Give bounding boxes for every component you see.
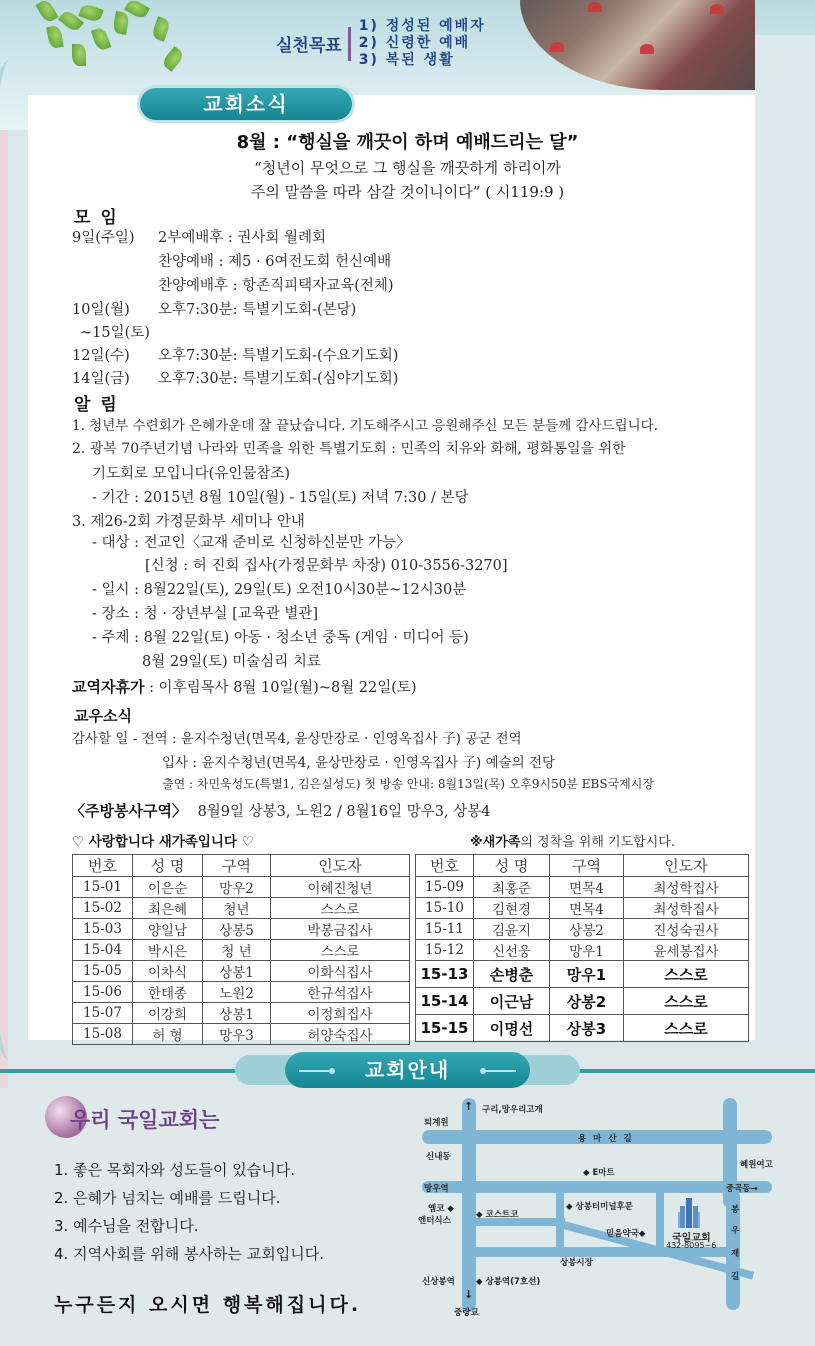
notice-line: - 장소 : 청 · 장년부실 [교육관 별관] xyxy=(92,606,319,622)
map-label: 신내동 xyxy=(426,1152,451,1162)
intro-item: 4. 지역사회를 위해 봉사하는 교회입니다. xyxy=(54,1245,324,1263)
cell: 15-10 xyxy=(416,898,474,919)
newcomers-note-bold: ※새가족 xyxy=(470,835,521,850)
cell: 15-04 xyxy=(73,940,133,961)
tab-line-left xyxy=(299,1070,331,1072)
notice-line: - 기간 : 2015년 8월 10일(월) - 15일(토) 저녁 7:30 / 본당 xyxy=(92,490,469,506)
cell: 15-03 xyxy=(73,919,133,940)
col-number: 번호 xyxy=(73,855,133,877)
cell: 15-11 xyxy=(416,919,474,940)
newcomers-title: ♡ 사랑합니다 새가족입니다 ♡ xyxy=(72,834,254,850)
cell: 이차식 xyxy=(133,961,203,982)
map-label: 재 xyxy=(731,1249,740,1259)
col-number: 번호 xyxy=(416,855,474,877)
cell: 15-12 xyxy=(416,940,474,961)
cell: 양일남 xyxy=(133,919,203,940)
kitchen-duty-row xyxy=(70,800,490,821)
cell: 이정희집사 xyxy=(271,1003,410,1024)
practice-goals xyxy=(276,18,486,69)
meeting-date: 10일(월) xyxy=(72,302,130,318)
cell: 손병춘 xyxy=(474,961,550,988)
cell: 스스로 xyxy=(271,940,410,961)
map-label: 길 xyxy=(731,1272,740,1282)
meeting-date: 14일(금) xyxy=(72,371,130,387)
member-news-line: 감사할 일 - 전역 : 윤지수청년(면목4, 윤상만장로 · 인영옥집사 子) 공군 전역 xyxy=(72,731,522,747)
map-label: ◆ 상봉역(7호선) xyxy=(476,1277,541,1287)
tab-line-right xyxy=(484,1070,516,1072)
cell: 상봉1 xyxy=(203,1003,271,1024)
meeting-date: 9일(주일) xyxy=(72,230,135,246)
notice-line: [신청 : 허 진회 집사(가정문화부 차장) 010-3556-3270] xyxy=(145,558,508,574)
intro-item: 3. 예수님을 전합니다. xyxy=(54,1217,199,1235)
newcomers-table-right xyxy=(415,854,749,1042)
cell: 박봉금집사 xyxy=(271,919,410,940)
cell: 15-09 xyxy=(416,877,474,898)
cell: 청년 xyxy=(203,898,271,919)
map-label: ◆ 코스트코 xyxy=(476,1210,519,1220)
cell: 김현경 xyxy=(474,898,550,919)
newcomers-note xyxy=(470,831,675,850)
cell: 진성숙권사 xyxy=(624,919,749,940)
member-news-line: 출연 : 차민욱성도(특별1, 김은실성도) 첫 방송 안내: 8월13일(목) 오후9시50분 EBS국제시장 xyxy=(162,777,654,791)
cell: 청 년 xyxy=(203,940,271,961)
church-intro-title: 우리 국일교회는 xyxy=(70,1108,220,1132)
map-label: 용 마 산 길 xyxy=(578,1134,634,1144)
church-intro-list xyxy=(54,1156,324,1268)
church-guide-label: 교회안내 xyxy=(364,1058,451,1082)
cell: 노원2 xyxy=(203,982,271,1003)
cell: 망우1 xyxy=(550,961,624,988)
intro-item: 2. 은혜가 넘치는 예배를 드립니다. xyxy=(54,1189,281,1207)
bible-verse xyxy=(0,156,815,204)
cell: 15-01 xyxy=(73,877,133,898)
choir-photo xyxy=(520,0,755,90)
cell: 이강희 xyxy=(133,1003,203,1024)
cell: 스스로 xyxy=(624,988,749,1015)
goals-title: 실천목표 xyxy=(276,36,342,56)
col-district: 구역 xyxy=(550,855,624,877)
member-news-line: 입사 : 윤지수청년(면목4, 윤상만장로 · 인영옥집사 子) 예술의 전당 xyxy=(162,755,556,771)
map-label: 망우역 xyxy=(424,1184,449,1194)
road-inner-2 xyxy=(656,1188,664,1248)
cell: 이혜진청년 xyxy=(271,877,410,898)
monthly-theme: 8월 : “행실을 깨끗이 하며 예배드리는 달” xyxy=(236,132,579,153)
table-row xyxy=(416,877,749,898)
map-label: 중랑교 xyxy=(454,1308,479,1318)
table-row xyxy=(416,961,749,988)
location-map xyxy=(410,1090,790,1336)
notice-line: 3. 제26-2회 가정문화부 세미나 안내 xyxy=(72,514,305,530)
meeting-date: ~15일(토) xyxy=(80,325,150,341)
kitchen-duty-label: 〈주방봉사구역〉 xyxy=(70,802,187,820)
cell: 박시은 xyxy=(133,940,203,961)
cell: 망우1 xyxy=(550,940,624,961)
table-row xyxy=(73,919,410,940)
col-district: 구역 xyxy=(203,855,271,877)
church-building-icon xyxy=(678,1198,700,1228)
table-row xyxy=(416,988,749,1015)
notice-line: 기도회로 모입니다(유인물참조) xyxy=(92,466,291,482)
newcomers-note-text: 의 정착을 위해 기도합시다. xyxy=(520,835,675,850)
map-church-phone: 432-8095~6 xyxy=(666,1241,717,1250)
cell: 이명선 xyxy=(474,1015,550,1042)
cell: 윤세봉집사 xyxy=(624,940,749,961)
cell: 15-15 xyxy=(416,1015,474,1042)
cell: 최은혜 xyxy=(133,898,203,919)
map-church-name: 국일교회 xyxy=(672,1233,711,1244)
notices-title: 알 림 xyxy=(74,395,119,415)
map-label: 엔터식스 xyxy=(418,1216,451,1226)
cell: 15-02 xyxy=(73,898,133,919)
cell: 15-08 xyxy=(73,1024,133,1045)
cell: 상봉1 xyxy=(203,961,271,982)
member-news-title: 교우소식 xyxy=(74,707,132,725)
map-label: 중곡동→ xyxy=(726,1184,758,1194)
cell: 상봉5 xyxy=(203,919,271,940)
notice-line: - 대상 : 전교인〈교재 준비로 신청하신분만 가능〉 xyxy=(92,535,411,551)
map-label: 구리,망우리고개 xyxy=(482,1105,543,1115)
notice-line: 1. 청년부 수련회가 은혜가운데 잘 끝났습니다. 기도해주시고 응원해주신 모든 분들께 감사드립니다. xyxy=(72,418,659,434)
table-row xyxy=(73,982,410,1003)
cell: 한규석집사 xyxy=(271,982,410,1003)
col-guide: 인도자 xyxy=(624,855,749,877)
cell: 15-14 xyxy=(416,988,474,1015)
meeting-date: 12일(수) xyxy=(72,348,130,364)
notice-line: 8월 29일(토) 미술심리 치료 xyxy=(142,654,321,670)
notice-line: - 주제 : 8월 22일(토) 아동 · 청소년 중독 (게임 · 미디어 등) xyxy=(92,630,469,646)
table-row xyxy=(416,940,749,961)
cell: 상봉3 xyxy=(550,1015,624,1042)
goal-item: 2) 신령한 예배 xyxy=(358,35,471,51)
map-label: 상봉시장 xyxy=(560,1258,593,1268)
meeting-text: 2부예배후 : 권사회 월례회 xyxy=(158,230,327,246)
meeting-text: 오후7:30분: 특별기도회-(심야기도회) xyxy=(158,371,399,387)
church-news-tab: 교회소식 xyxy=(140,88,352,120)
goal-item: 3) 복된 생활 xyxy=(358,52,455,68)
meetings-title: 모 임 xyxy=(74,208,119,228)
cell: 15-13 xyxy=(416,961,474,988)
cell: 허양숙집사 xyxy=(271,1024,410,1045)
cell: 스스로 xyxy=(271,898,410,919)
goal-item: 1) 정성된 예배자 xyxy=(358,18,486,34)
map-label: ◆ 상봉터미널후문 xyxy=(566,1202,633,1212)
cell: 이근남 xyxy=(474,988,550,1015)
map-label: ◆ E마트 xyxy=(583,1168,615,1178)
col-name: 성 명 xyxy=(133,855,203,877)
vacation-text: : 이후림목사 8월 10일(월)~8월 22일(토) xyxy=(149,680,417,696)
swoosh-decoration xyxy=(0,60,60,1060)
table-header-row xyxy=(73,855,410,877)
map-label: 믿음약국◆ xyxy=(606,1229,646,1239)
map-label: 우 xyxy=(731,1226,740,1236)
arrow-up-icon: ↑ xyxy=(464,1100,474,1113)
cell: 스스로 xyxy=(624,1015,749,1042)
table-row xyxy=(416,1015,749,1042)
cell: 최성학집사 xyxy=(624,877,749,898)
cell: 허 형 xyxy=(133,1024,203,1045)
arrow-down-icon: ↓ xyxy=(464,1288,474,1301)
map-label: 신상봉역 xyxy=(422,1277,455,1287)
table-header-row xyxy=(416,855,749,877)
cell: 최성학집사 xyxy=(624,898,749,919)
vacation-row xyxy=(72,676,417,697)
table-row xyxy=(73,898,410,919)
map-label: 봉 xyxy=(731,1205,740,1215)
cell: 면목4 xyxy=(550,877,624,898)
kitchen-duty-text: 8월9일 상봉3, 노원2 / 8월16일 망우3, 상봉4 xyxy=(197,804,491,820)
church-slogan: 누구든지 오시면 행복해집니다. xyxy=(54,1294,362,1316)
cell: 15-05 xyxy=(73,961,133,982)
meeting-text: 오후7:30분: 특별기도회-(본당) xyxy=(158,302,357,318)
table-row xyxy=(73,877,410,898)
map-label: 혜원여고 xyxy=(740,1160,773,1170)
table-row xyxy=(73,940,410,961)
meeting-text: 찬양예배 : 제5 · 6여전도회 헌신예배 xyxy=(158,254,392,270)
cell: 상봉2 xyxy=(550,988,624,1015)
map-label: 퇴계원 xyxy=(424,1118,449,1128)
cell: 최홍준 xyxy=(474,877,550,898)
table-row xyxy=(73,961,410,982)
goals-list xyxy=(359,18,486,69)
cell: 15-07 xyxy=(73,1003,133,1024)
cell: 15-06 xyxy=(73,982,133,1003)
verse-line: 주의 말씀을 따라 삼갈 것이니이다” ( 시119:9 ) xyxy=(250,183,565,201)
col-guide: 인도자 xyxy=(271,855,410,877)
notice-line: 2. 광복 70주년기념 나라와 민족을 위한 특별기도회 : 민족의 치유와 화해, 평화통일을 위한 xyxy=(72,441,626,457)
table-row xyxy=(416,898,749,919)
cell: 스스로 xyxy=(624,961,749,988)
map-label: 옘코 ◆ xyxy=(428,1204,454,1214)
meeting-text: 오후7:30분: 특별기도회-(수요기도회) xyxy=(158,348,399,364)
cell: 면목4 xyxy=(550,898,624,919)
verse-line: “청년이 무엇으로 그 행실을 깨끗하게 하리이까 xyxy=(254,159,561,177)
cell: 신선웅 xyxy=(474,940,550,961)
col-name: 성 명 xyxy=(474,855,550,877)
cell: 상봉2 xyxy=(550,919,624,940)
table-row xyxy=(73,1024,410,1045)
goals-divider xyxy=(348,27,351,61)
notice-line: - 일시 : 8월22일(토), 29일(토) 오전10시30분~12시30분 xyxy=(92,582,467,598)
vacation-label: 교역자휴가 xyxy=(72,678,145,696)
table-row xyxy=(73,1003,410,1024)
cell: 한태종 xyxy=(133,982,203,1003)
road-mangu xyxy=(422,1181,772,1193)
church-guide-tab xyxy=(285,1052,530,1088)
cell: 이은순 xyxy=(133,877,203,898)
tab-dot-left xyxy=(329,1068,335,1074)
meeting-text: 찬양예배후 : 항존직피택자교육(전체) xyxy=(158,278,394,294)
cell: 김윤지 xyxy=(474,919,550,940)
intro-item: 1. 좋은 목회자와 성도들이 있습니다. xyxy=(54,1161,296,1179)
newcomers-table-left xyxy=(72,854,410,1045)
cell: 망우2 xyxy=(203,877,271,898)
cell: 이화식집사 xyxy=(271,961,410,982)
cell: 망우3 xyxy=(203,1024,271,1045)
table-row xyxy=(416,919,749,940)
